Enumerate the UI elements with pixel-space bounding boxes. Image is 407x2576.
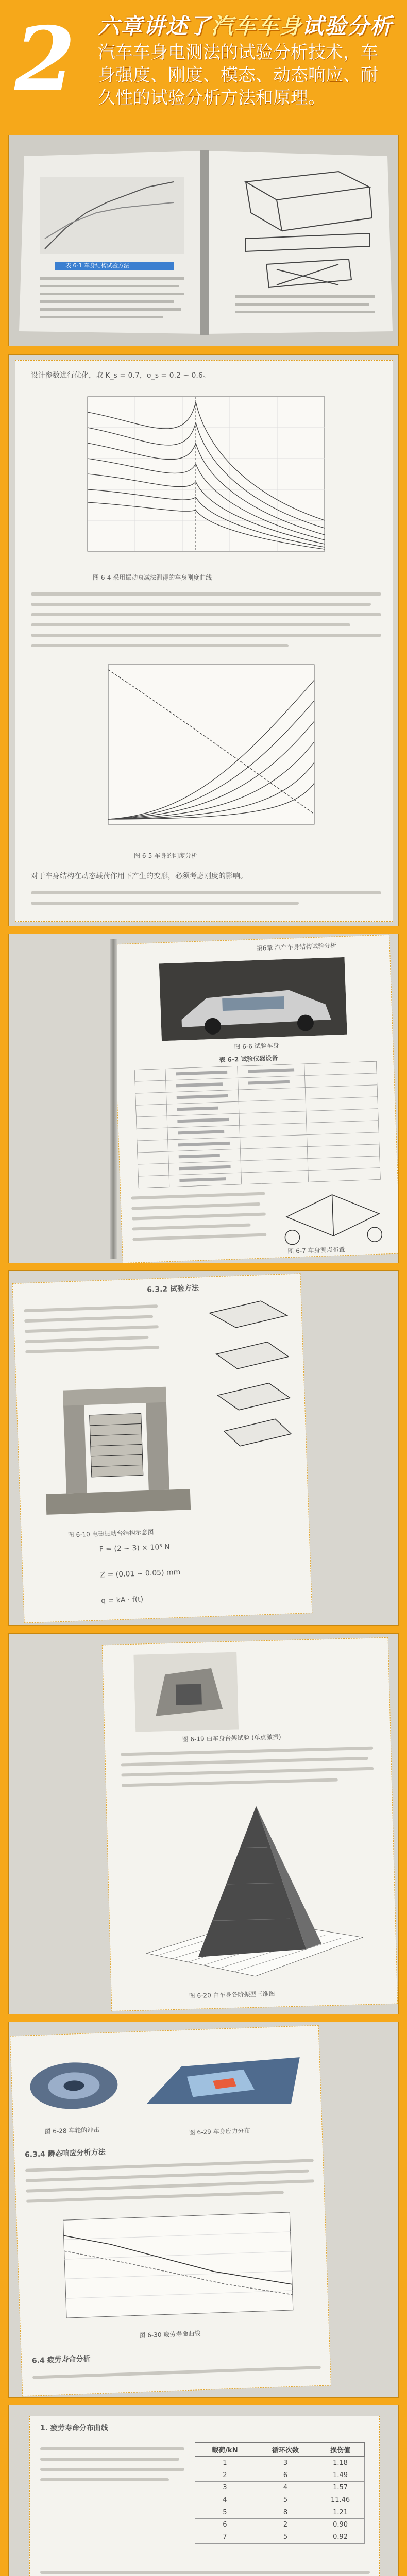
page-header-right: 第6章 汽车车身结构试验分析 — [256, 942, 337, 952]
mode-shape-3d-plot — [132, 1793, 374, 1985]
fixture-formula-3: q = kA · f(t) — [100, 1595, 144, 1605]
fatigue-table-section: 1. 疲劳寿命分布曲线 — [40, 2424, 108, 2432]
table-row — [195, 2494, 365, 2506]
header-title — [98, 9, 393, 40]
table-cell: 0.90 — [316, 2519, 365, 2531]
table-header-cell: 损伤值 — [316, 2443, 365, 2457]
table-cell: 0.92 — [316, 2531, 365, 2544]
book-photo-panel — [8, 135, 399, 346]
transient-section-title: 6.3.4 瞬态响应分析方法 — [24, 2148, 106, 2159]
table-cell: 1.21 — [316, 2506, 365, 2519]
fixture-formula-1: F = (2 ~ 3) × 10³ N — [99, 1543, 171, 1554]
table-cell: 1.18 — [316, 2457, 365, 2469]
fixture-formula-2: Z = (0.01 ~ 0.05) mm — [100, 1568, 181, 1580]
fixture-section-title: 6.3.2 试验方法 — [146, 1284, 199, 1294]
measurement-diagram-caption: 图 6-7 车身测点布置 — [287, 1246, 345, 1256]
table-header-cell: 载荷/kN — [195, 2443, 255, 2457]
stress-analysis-page — [10, 2025, 331, 2397]
table-row — [195, 2482, 365, 2494]
wheel-impact-caption: 图 6-28 车轮的冲击 — [44, 2126, 100, 2136]
header-title-part-b: 汽车车身 — [211, 13, 302, 39]
table-header-cell: 循环次数 — [255, 2443, 316, 2457]
chart-page-intro: 设计参数进行优化，取 K_s = 0.7，σ_s = 0.2 ~ 0.6。 — [31, 371, 210, 380]
fatigue-life-chart — [47, 2207, 298, 2329]
section-number: 2 — [14, 8, 76, 111]
header-title-part-c: 试验分析 — [302, 13, 393, 39]
stiffness-chart — [67, 392, 335, 567]
stress-contour-caption: 图 6-29 车身应力分布 — [189, 2127, 250, 2137]
table-cell: 11.46 — [316, 2494, 365, 2506]
instrument-table-title: 表 6-2 试验仪器设备 — [219, 1054, 278, 1064]
table-row — [195, 2531, 365, 2544]
table-row — [195, 2519, 365, 2531]
fixture-cross-section — [31, 1365, 201, 1526]
table-cell: 2 — [255, 2519, 316, 2531]
chart-figure-caption-1: 图 6-4 采用振动衰减法测得的车身刚度曲线 — [93, 574, 212, 581]
table-cell: 5 — [255, 2531, 316, 2544]
fatigue-chart-caption: 图 6-30 疲劳寿命曲线 — [139, 2330, 201, 2340]
fixture-caption: 图 6-10 电磁振动台结构示意图 — [67, 1528, 154, 1539]
car-test-photo — [159, 957, 347, 1041]
table-cell: 5 — [255, 2494, 316, 2506]
table-cell: 4 — [255, 2482, 316, 2494]
mode-shape-page — [102, 1637, 398, 2011]
fatigue-table — [195, 2442, 365, 2544]
table-row — [195, 2506, 365, 2519]
fatigue-section-title: 6.4 疲劳寿命分析 — [31, 2354, 91, 2365]
chart-page-panel — [8, 354, 399, 926]
measurement-point-diagram — [275, 1182, 391, 1253]
mode-shape-panel — [8, 1633, 399, 2014]
open-book-illustration — [9, 135, 399, 346]
test-setup-panel — [8, 934, 399, 1263]
fixture-page — [12, 1273, 313, 1623]
table-cell: 1 — [195, 2457, 255, 2469]
table-cell: 7 — [195, 2531, 255, 2544]
table-cell: 8 — [255, 2506, 316, 2519]
table-cell: 1.49 — [316, 2469, 365, 2482]
chart-page-bottom-text: 对于车身结构在动态载荷作用下产生的变形，必须考虑刚度的影响。 — [31, 872, 247, 880]
mode-shape-caption: 图 6-20 白车身各阶振型三维图 — [189, 1990, 275, 2000]
stress-contour-render — [140, 2042, 307, 2125]
chart-figure-caption-2: 图 6-5 车身的刚度分析 — [134, 852, 198, 859]
stress-analysis-panel — [8, 2022, 399, 2398]
table-row — [195, 2469, 365, 2482]
fatigue-table-panel — [8, 2405, 399, 2576]
white-body-caption: 图 6-19 白车身台架试验 (单点激振) — [182, 1733, 281, 1743]
table-cell: 6 — [195, 2519, 255, 2531]
fixture-parts-sketch — [199, 1295, 302, 1452]
book-table-title: 表 6-1 车身结构试验方法 — [65, 262, 129, 269]
white-body-test-photo — [133, 1652, 239, 1732]
table-cell: 1.57 — [316, 2482, 365, 2494]
table-cell: 5 — [195, 2506, 255, 2519]
header-banner — [0, 0, 407, 129]
table-cell: 4 — [195, 2494, 255, 2506]
wheel-impact-render — [21, 2048, 127, 2124]
instrument-table — [134, 1061, 381, 1188]
table-row — [195, 2457, 365, 2469]
test-setup-page — [111, 935, 399, 1263]
table-cell: 3 — [195, 2482, 255, 2494]
fixture-panel — [8, 1270, 399, 1626]
header-description: 汽车车身电测法的试验分析技术，车身强度、刚度、模态、动态响应、耐久性的试验分析方法和原理。 — [98, 42, 378, 108]
fatigue-table-page — [29, 2416, 380, 2576]
chart-page — [15, 360, 393, 922]
table-cell: 3 — [255, 2457, 316, 2469]
table-cell: 6 — [255, 2469, 316, 2482]
table-cell: 2 — [195, 2469, 255, 2482]
stiffness-curves-chart — [88, 659, 325, 845]
car-photo-caption: 图 6-6 试验车身 — [234, 1042, 279, 1051]
header-title-part-a: 六章讲述了 — [98, 13, 212, 39]
